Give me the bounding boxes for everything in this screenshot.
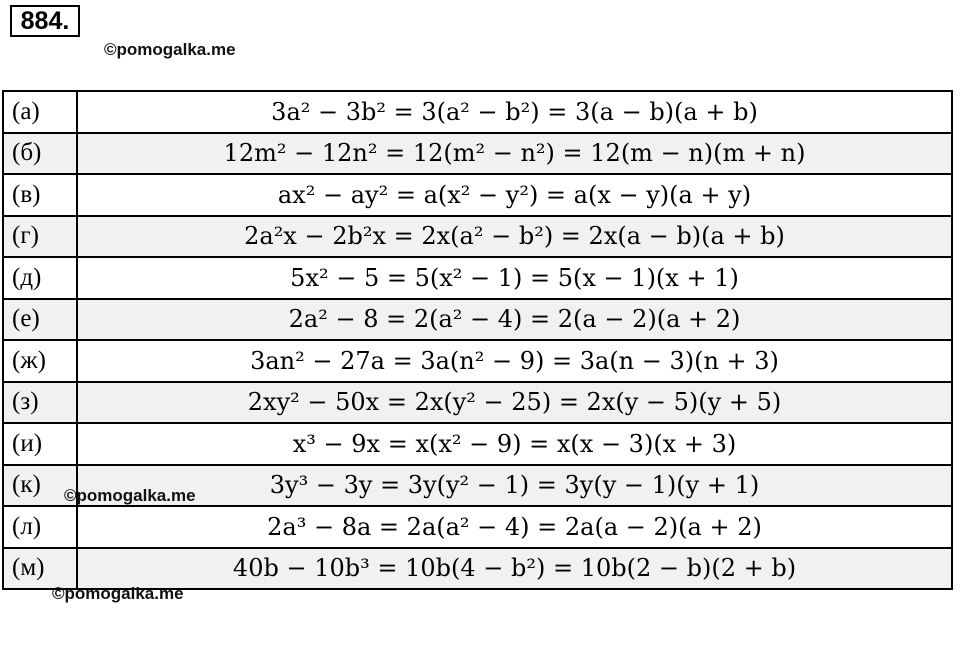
table-row	[3, 174, 952, 216]
row-formula: x³ − 9x = x(x² − 9) = x(x − 3)(x + 3)	[77, 423, 952, 465]
table-row	[3, 133, 952, 175]
row-formula: 2xy² − 50x = 2x(y² − 25) = 2x(y − 5)(y + 5)	[77, 382, 952, 424]
row-formula: 40b − 10b³ = 10b(4 − b²) = 10b(2 − b)(2 + b)	[77, 548, 952, 590]
row-label: (к)	[3, 465, 77, 507]
row-formula: 2a² − 8 = 2(a² − 4) = 2(a − 2)(a + 2)	[77, 299, 952, 341]
row-label: (д)	[3, 257, 77, 299]
row-label: (а)	[3, 91, 77, 133]
table-row	[3, 340, 952, 382]
solutions-table	[2, 90, 953, 590]
row-label: (б)	[3, 133, 77, 175]
row-formula: ax² − ay² = a(x² − y²) = a(x − y)(a + y)	[77, 174, 952, 216]
row-label: (з)	[3, 382, 77, 424]
watermark-lower: ©pomogalka.me	[52, 584, 184, 603]
table-row	[3, 548, 952, 590]
row-formula: 3y³ − 3y = 3y(y² − 1) = 3y(y − 1)(y + 1)	[77, 465, 952, 507]
table-row	[3, 91, 952, 133]
row-formula: 2a²x − 2b²x = 2x(a² − b²) = 2x(a − b)(a + b)	[77, 216, 952, 258]
row-label: (и)	[3, 423, 77, 465]
watermark-middle: ©pomogalka.me	[64, 486, 196, 505]
problem-number: 884.	[10, 5, 80, 37]
watermark-top: ©pomogalka.me	[104, 40, 236, 59]
table-row	[3, 423, 952, 465]
table-row	[3, 216, 952, 258]
row-label: (л)	[3, 506, 77, 548]
row-label: (в)	[3, 174, 77, 216]
table-row	[3, 382, 952, 424]
row-label: (м)	[3, 548, 77, 590]
row-formula: 5x² − 5 = 5(x² − 1) = 5(x − 1)(x + 1)	[77, 257, 952, 299]
row-formula: 2a³ − 8a = 2a(a² − 4) = 2a(a − 2)(a + 2)	[77, 506, 952, 548]
row-label: (е)	[3, 299, 77, 341]
row-label: (ж)	[3, 340, 77, 382]
table-row	[3, 299, 952, 341]
row-formula: 12m² − 12n² = 12(m² − n²) = 12(m − n)(m + n)	[77, 133, 952, 175]
table-row	[3, 506, 952, 548]
row-formula: 3an² − 27a = 3a(n² − 9) = 3a(n − 3)(n + 3)	[77, 340, 952, 382]
table-row	[3, 257, 952, 299]
row-label: (г)	[3, 216, 77, 258]
row-formula: 3a² − 3b² = 3(a² − b²) = 3(a − b)(a + b)	[77, 91, 952, 133]
